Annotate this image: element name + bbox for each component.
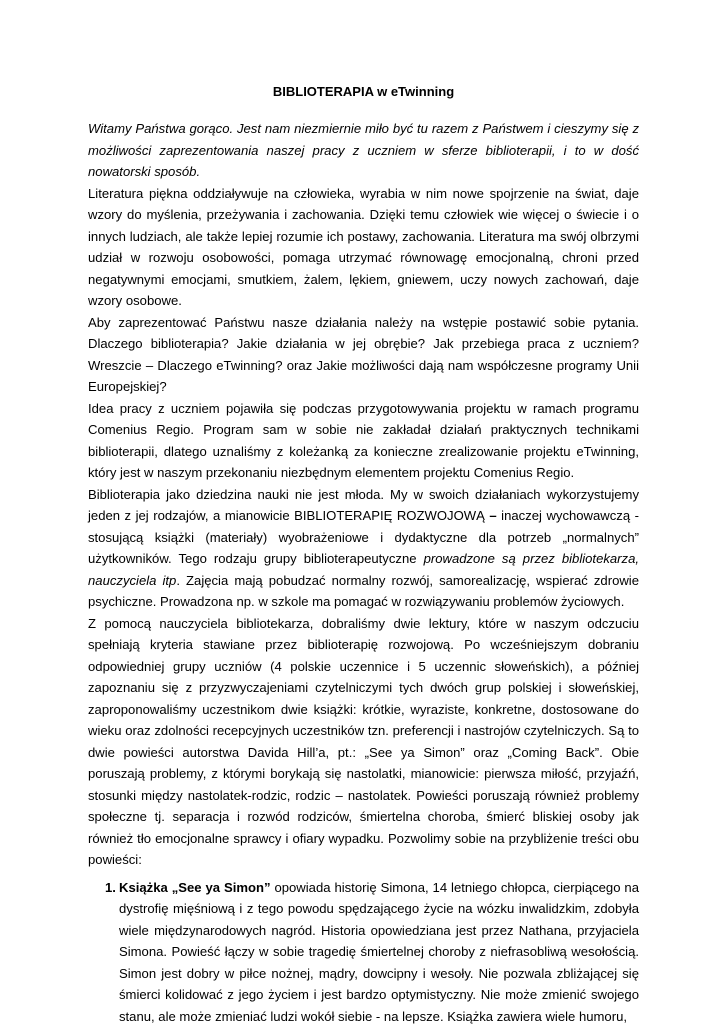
paragraph-bibliotherapy-part3: . Zajęcia mają pobudzać normalny rozwój, samorealizację, wspierać zdrowie psychiczne. Prowadzona np. w szkole ma pomagać w rozwiązywaniu problemów życiowych.: [88, 573, 639, 610]
paragraph-bibliotherapy-italic: prowadzone są przez bibliotekarza, nauczyciela itp: [88, 551, 639, 588]
paragraph-bibliotherapy-part2: inaczej wychowawczą - stosującą książki (materiały) wyobrażeniowe i dydaktyczne dla potrzeb „normalnych” użytkowników. Tego rodzaju grupy biblioterapeutyczne: [88, 508, 639, 566]
list-item: [88, 877, 639, 1027]
paragraph-bibliotherapy-dash: –: [489, 508, 501, 523]
paragraph-bibliotherapy-part1: Biblioterapia jako dziedzina nauki nie jest młoda. My w swoich działaniach wykorzystujemy jeden z jej rodzajów, a mianowicie BIBLIOTERAPIĘ ROZWOJOWĄ: [88, 487, 639, 524]
list-item-text: opowiada historię Simona, 14 letniego chłopca, cierpiącego na dystrofię mięśniową i z tego powodu spędzającego życie na wózku inwalidzkim, zdobyła wiele międzynarodowych nagród. Historia opowiedziana jest przez Nathana, przyjaciela Simona. Powieść łączy w sobie tragedię śmiertelnej choroby z niefrasobliwą wesołością. Simon jest dobry w piłce nożnej, mądry, dowcipny i wesoły. Nie pozwala zbliżającej się śmierci kolidować z jego życiem i jest bardzo optymistyczny. Nie może zmienić swojego stanu, ale może zmieniać ludzi wokół siebie - na lepsze. Książka zawiera wiele humoru,: [119, 880, 639, 1024]
document-title: BIBLIOTERAPIA w eTwinning: [88, 82, 639, 102]
paragraph-literature: Literatura piękna oddziaływuje na człowieka, wyrabia w nim nowe spojrzenie na świat, daje wzory do myślenia, przeżywania i zachowania. Dzięki temu człowiek wie więcej o świecie i o innych ludziach, ale także lepiej rozumie ich postawy, zachowania. Literatura ma swój olbrzymi udział w rozwoju osobowości, pomaga utrzymać równowagę emocjonalną, chroni przed negatywnymi emocjami, smutkiem, żalem, lękiem, gniewem, uczy nowych zachowań, daje wzory osobowe.: [88, 183, 639, 312]
paragraph-questions: Aby zaprezentować Państwu nasze działania należy na wstępie postawić sobie pytania. Dlaczego biblioterapia? Jakie działania w jej obrębie? Jak przebiega praca z uczniem? Wreszcie – Dlaczego eTwinning? oraz Jakie możliwości dają nam współczesne programy Unii Europejskiej?: [88, 312, 639, 398]
books-list: [88, 877, 639, 1027]
paragraph-idea: Idea pracy z uczniem pojawiła się podczas przygotowywania projektu w ramach programu Comenius Regio. Program sam w sobie nie zakładał działań praktycznych technikami biblioterapii, dlatego uznaliśmy z koleżanką za konieczne zrealizowanie projektu eTwinning, który jest w naszym przekonaniu niezbędnym elementem projektu Comenius Regio.: [88, 398, 639, 484]
intro-paragraph: Witamy Państwa gorąco. Jest nam niezmiernie miło być tu razem z Państwem i cieszymy się z możliwości zaprezentowania naszej pracy z uczniem w sferze biblioterapii, i to w dość nowatorski sposób.: [88, 118, 639, 183]
paragraph-bibliotherapy: [88, 484, 639, 613]
paragraph-books-selection: Z pomocą nauczyciela bibliotekarza, dobraliśmy dwie lektury, które w naszym odczuciu spełniają kryteria stawiane przez biblioterapię rozwojową. Po wcześniejszym dobraniu odpowiedniej grupy uczniów (4 polskie uczennice i 5 uczennic słoweńskich), a później zapoznaniu się z przyzwyczajeniami czytelniczymi tych dwóch grup polskiej i słoweńskiej, zaproponowaliśmy uczestnikom dwie książki: krótkie, wyraziste, konkretne, dostosowane do wieku oraz zdolności recepcyjnych uczestników tzn. preferencji i nastrojów czytelniczych. Są to dwie powieści autorstwa Davida Hill’a, pt.: „See ya Simon” oraz „Coming Back”. Obie poruszają problemy, z którymi borykają się nastolatki, mianowicie: pierwsza miłość, przyjaźń, stosunki między nastolatek-rodzic, rodzic – nastolatek. Powieści poruszają również problemy społeczne tj. separacja i rozwód rodziców, śmiertelna choroba, śmierć bliskiej osoby jak również tło emocjonalne sprawcy i ofiary wypadku. Pozwolimy sobie na przybliżenie treści obu powieści:: [88, 613, 639, 871]
list-item-heading: Książka „See ya Simon”: [119, 880, 271, 895]
list-item-number: 1.: [105, 877, 116, 899]
